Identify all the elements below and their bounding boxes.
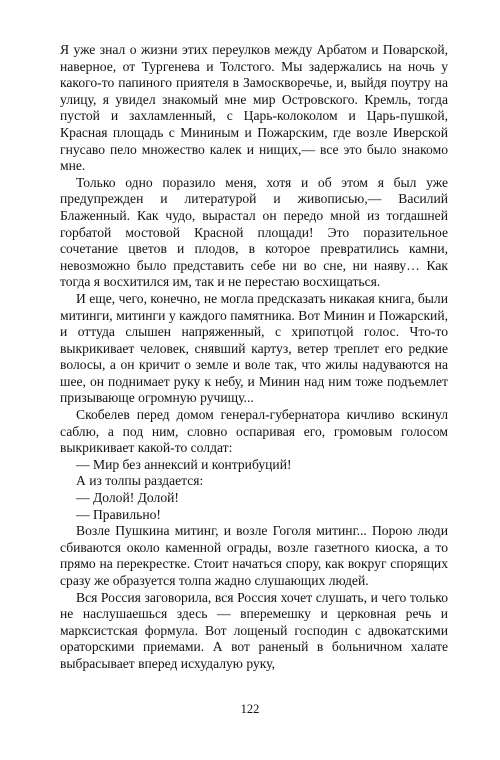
- paragraph: Возле Пушкина митинг, и возле Гоголя митинг... Порою люди сбиваются около каменной ограды, возле газетного киоска, а то прямо на перекрестке. Стоит начаться спору, как вокруг спорящих сразу же образуется толпа жадно слушающих людей.: [60, 523, 448, 588]
- paragraph: Вся Россия заговорила, вся Россия хочет слушать, и чего только не наслушаешься здесь — вперемешку и церковная речь и марксистская формула. Вот лощеный господин с адвокатскими ораторскими приемами. А вот раненый в больничном халате выбрасывает вперед исхудалую руку,: [60, 589, 448, 671]
- paragraph: И еще, чего, конечно, не могла предсказать никакая книга, были митинги, митинги у каждого памятника. Вот Минин и Пожарский, и оттуда слышен напряженный, с хрипотцой голос. Что-то выкрикивает человек, снявший картуз, ветер треплет его редкие волосы, а он кричит о земле и воле так, что жилы надуваются на шее, он поднимает руку к небу, и Минин над ним тоже подъемлет призывающе огромную ручищу...: [60, 290, 448, 406]
- paragraph: Я уже знал о жизни этих переулков между Арбатом и Поварской, наверное, от Тургенева и Толстого. Мы задержались на ночь у какого-то папиного приятеля в Замоскворечье, и, выйдя поутру на улицу, я увидел знакомый мне мир Островского. Кремль, тогда пустой и захламленный, с Царь-колоколом и Царь-пушкой, Красная площадь с Мининым и Пожарским, где возле Иверской гнусаво пело множество калек и нищих,— все это было знакомо мне.: [60, 42, 448, 174]
- dialogue-line: — Правильно!: [76, 506, 161, 522]
- paragraph: Только одно поразило меня, хотя и об этом я был уже предупрежден и литературой и живописью,— Василий Блаженный. Как чудо, вырастал он передо мной из тогдашней горбатой мостовой Красной площади! Это поразительное сочетание цветов и плодов, в которое превратились камни, невозможно было представить себе ни во сне, ни наяву… Как тогда я восхитился им, так и не перестаю восхищаться.: [60, 174, 448, 290]
- paragraph: Скобелев перед домом генерал-губернатора кичливо вскинул саблю, а под ним, словно оспаривая его, громовым голосом выкрикивает какой-то солдат:: [60, 407, 448, 456]
- page-number: 122: [240, 702, 260, 716]
- dialogue-line: — Долой! Долой!: [76, 490, 179, 506]
- body-text: [60, 42, 448, 673]
- paragraph: А из толпы раздается:: [76, 473, 204, 489]
- dialogue-line: — Мир без аннексий и контрибуций!: [76, 456, 292, 472]
